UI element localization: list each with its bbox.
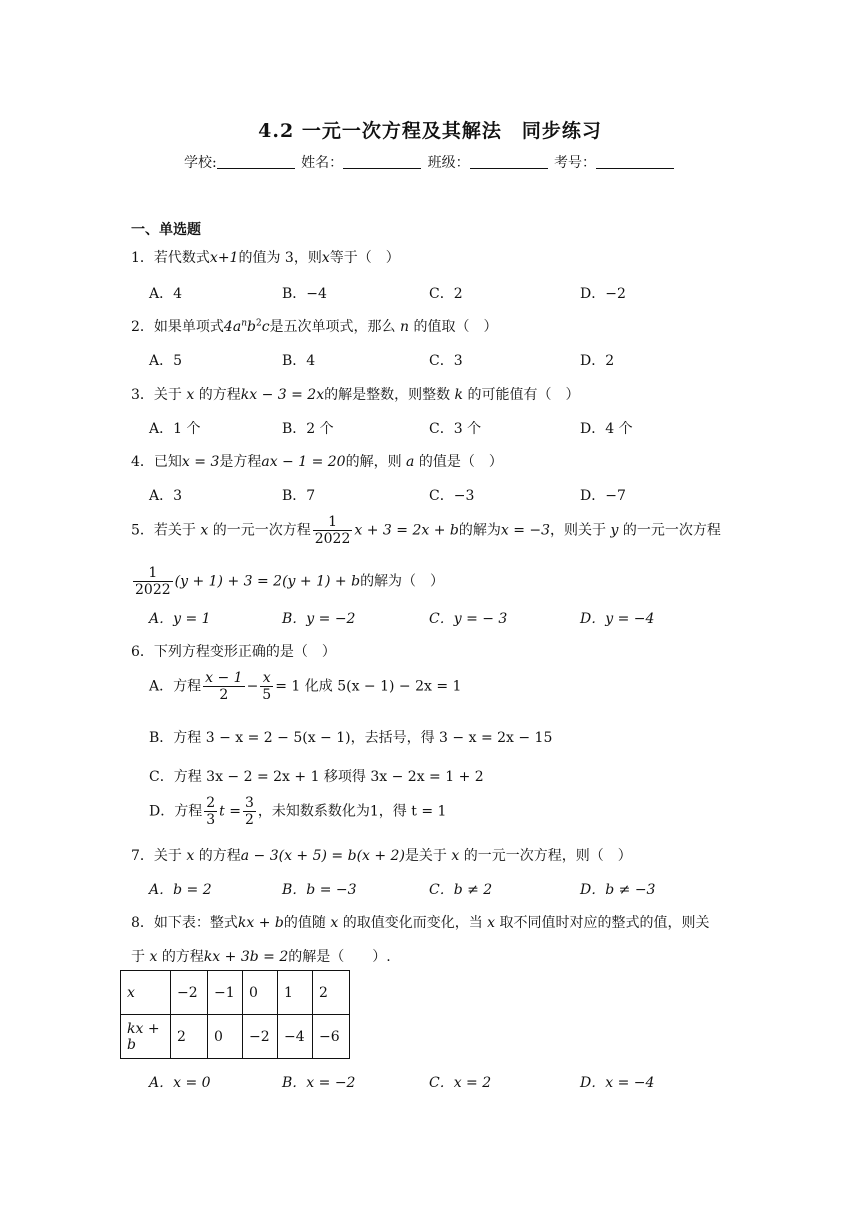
question-3: [131, 384, 579, 404]
q6-d-f2-den: 2: [244, 812, 254, 828]
q2-expr: 4a: [223, 319, 242, 335]
question-5: [131, 514, 721, 547]
q3-option-a[interactable]: A．1 个: [149, 421, 201, 437]
q8-var2: x: [487, 915, 496, 931]
school-label: 学校:: [183, 155, 217, 171]
q6-d-fraction-2: [243, 795, 256, 828]
q5-option-b[interactable]: B．y = −2: [282, 611, 356, 627]
question-6: 6．下列方程变形正确的是（ ）: [131, 644, 336, 660]
q8-option-b[interactable]: B．x = −2: [282, 1075, 356, 1091]
q8-value-table: [120, 970, 350, 1059]
q6-d-f1-num: 2: [206, 795, 216, 811]
q4-var: a: [406, 454, 415, 470]
q7-option-a[interactable]: A．b = 2: [149, 882, 212, 898]
q5-var2: y: [610, 522, 619, 539]
q3-option-c[interactable]: C．3 个: [429, 421, 482, 437]
table-cell: −2: [171, 971, 208, 1015]
question-7: [131, 845, 632, 865]
q6-a-f2-num: x: [260, 670, 273, 687]
q7-text: 7．关于: [131, 848, 182, 864]
q7-option-d[interactable]: D．b ≠ −3: [580, 882, 656, 898]
q2-expr3: c: [261, 319, 270, 335]
q8-text: 8．如下表：整式: [131, 915, 238, 931]
q1-option-d[interactable]: D．−2: [580, 286, 626, 302]
q4-text: 4．已知: [131, 454, 182, 470]
q2-option-b[interactable]: B．4: [282, 353, 316, 369]
q2-var: n: [399, 319, 410, 335]
q6-a-fraction-2: [260, 670, 273, 703]
q6-d-f2-num: 3: [244, 795, 254, 811]
q8-line2-text-b: 的方程: [161, 949, 204, 965]
name-blank[interactable]: [343, 154, 421, 169]
q3-option-d[interactable]: D．4 个: [580, 421, 633, 437]
q7-option-b[interactable]: B．b = −3: [282, 882, 357, 898]
q3-var2: k: [454, 387, 464, 403]
q8-text-b: 的值随: [283, 915, 326, 931]
q5-expr: x + 3 = 2x + b: [354, 522, 459, 539]
q6-option-a[interactable]: [149, 670, 461, 703]
q1-expr: x+1: [209, 250, 239, 266]
question-8-line-2: [131, 946, 391, 966]
name-label: 姓名：: [301, 155, 344, 171]
q6-a-f1-num: x − 1: [205, 670, 243, 686]
q4-option-b[interactable]: B．7: [282, 488, 316, 504]
q2-text-c: 的值取（ ）: [413, 319, 498, 335]
q3-text-d: 的可能值有（ ）: [467, 387, 580, 403]
class-label: 班级：: [427, 155, 470, 171]
student-info-line: [0, 152, 860, 172]
q6-a-f2-den: 5: [262, 687, 272, 703]
q4-text-b: 是方程: [219, 454, 262, 470]
q4-option-c[interactable]: C．−3: [429, 488, 475, 504]
q1-text-c: 等于（ ）: [329, 250, 400, 266]
q4-expr2: ax − 1 = 20: [261, 454, 346, 470]
q2-option-d[interactable]: D．2: [580, 353, 615, 369]
q6-d-fraction-1: [204, 795, 217, 828]
q2-sup2: 2: [255, 318, 262, 329]
q8-line2-expr: kx + 3b = 2: [203, 949, 289, 965]
q1-option-a[interactable]: A．4: [149, 286, 183, 302]
table-row: [121, 1015, 350, 1059]
question-1: [131, 247, 400, 267]
q4-text-c: 的解，则: [345, 454, 402, 470]
q5-var: x: [200, 522, 209, 539]
q2-sup1: n: [241, 318, 247, 329]
q2-text: 2．如果单项式: [131, 319, 224, 335]
q3-expr: kx − 3 = 2x: [240, 387, 325, 403]
q5-line2-text: 的解为（ ）: [360, 573, 445, 590]
table-cell: −2: [243, 1015, 278, 1059]
q5-text: 5．若关于: [131, 522, 196, 539]
q8-option-c[interactable]: C．x = 2: [429, 1075, 492, 1091]
q3-option-b[interactable]: B．2 个: [282, 421, 334, 437]
table-cell: 0: [208, 1015, 243, 1059]
q6-d-rest: ，未知数系数化为1，得 t = 1: [257, 803, 447, 820]
q4-option-a[interactable]: A．3: [149, 488, 183, 504]
q5-line2-fraction: [133, 565, 173, 598]
q2-expr2: b: [246, 319, 256, 335]
q5-expr2: x = −3: [500, 522, 551, 539]
q1-var: x: [321, 250, 330, 266]
table-cell: −6: [313, 1015, 350, 1059]
q1-option-c[interactable]: C．2: [429, 286, 463, 302]
q5-option-a[interactable]: A．y = 1: [149, 611, 211, 627]
q6-a-fraction-1: [203, 670, 244, 703]
table-cell: x: [121, 971, 171, 1015]
q7-text-d: 的一元一次方程，则（ ）: [463, 848, 632, 864]
q8-line2-text: 于: [131, 949, 145, 965]
q4-expr: x = 3: [181, 454, 220, 470]
question-5-line-2: [131, 565, 444, 598]
q7-expr: a − 3(x + 5) = b(x + 2): [240, 848, 405, 864]
q1-text-b: 的值为 3，则: [238, 250, 322, 266]
table-cell: 2: [171, 1015, 208, 1059]
q5-frac-den: 2022: [314, 531, 351, 547]
table-cell: −1: [208, 971, 243, 1015]
q2-option-c[interactable]: C．3: [429, 353, 463, 369]
q8-option-d[interactable]: D．x = −4: [580, 1075, 655, 1091]
table-row: [121, 971, 350, 1015]
question-2: [131, 316, 497, 336]
table-cell: 0: [243, 971, 278, 1015]
q8-line2-var: x: [149, 949, 158, 965]
exam-no-label: 考号：: [554, 155, 597, 171]
exam-no-blank[interactable]: [596, 154, 674, 169]
school-blank[interactable]: [217, 154, 295, 169]
q8-var: x: [330, 915, 339, 931]
table-cell: 1: [278, 971, 313, 1015]
class-blank[interactable]: [470, 154, 548, 169]
q5-line2-frac-den: 2022: [135, 582, 171, 598]
table-cell: kx + b: [121, 1015, 171, 1059]
q8-text-c: 的取值变化而变化，当: [342, 915, 483, 931]
q6-a-minus: −: [246, 678, 259, 695]
table-cell: −4: [278, 1015, 313, 1059]
q2-option-a[interactable]: A．5: [149, 353, 183, 369]
q6-d-mid: t =: [219, 803, 241, 820]
q6-option-d[interactable]: [149, 795, 446, 828]
q6-option-a-label: A．方程: [149, 678, 202, 695]
q7-var2: x: [451, 848, 460, 864]
q5-line2-frac-num: 1: [133, 565, 173, 582]
q1-option-b[interactable]: B．−4: [282, 286, 327, 302]
q5-text-e: 的一元一次方程: [622, 522, 721, 539]
q3-text: 3．关于: [131, 387, 182, 403]
q5-line2-expr: (y + 1) + 3 = 2(y + 1) + b: [174, 573, 361, 590]
q6-a-f1-den: 2: [219, 687, 229, 703]
table-cell: 2: [313, 971, 350, 1015]
q5-text-d: ，则关于: [550, 522, 607, 539]
page-title: 4.2 一元一次方程及其解法 同步练习: [258, 120, 602, 142]
q6-option-b[interactable]: B．方程 3 − x = 2 − 5(x − 1)，去括号，得 3 − x = 2x − 15: [149, 730, 553, 746]
q3-text-b: 的方程: [198, 387, 241, 403]
q8-text-d: 取不同值时对应的整式的值，则关: [499, 915, 710, 931]
question-4: [131, 451, 503, 471]
q5-text-b: 的一元一次方程: [212, 522, 311, 539]
q1-text: 1．若代数式: [131, 250, 210, 266]
q7-option-c[interactable]: C．b ≠ 2: [429, 882, 493, 898]
q5-fraction: [313, 514, 353, 547]
q7-text-b: 的方程: [198, 848, 241, 864]
q4-text-d: 的值是（ ）: [418, 454, 503, 470]
q6-d-f1-den: 3: [206, 812, 216, 828]
q5-text-c: 的解为: [458, 522, 501, 539]
q8-expr: kx + b: [237, 915, 284, 931]
q3-text-c: 的解是整数，则整数: [324, 387, 451, 403]
q8-line2-text-c: 的解是（ ）.: [288, 949, 391, 965]
q5-option-d[interactable]: D．y = −4: [580, 611, 655, 627]
q7-var: x: [186, 848, 195, 864]
q7-text-c: 是关于: [404, 848, 447, 864]
q2-text-b: 是五次单项式，那么: [269, 319, 396, 335]
q6-option-c[interactable]: C．方程 3x − 2 = 2x + 1 移项得 3x − 2x = 1 + 2: [149, 769, 484, 785]
q6-option-d-label: D．方程: [149, 803, 203, 820]
q5-frac-num: 1: [313, 514, 353, 531]
section-title: 一、单选题: [131, 222, 201, 238]
q3-var: x: [186, 387, 195, 403]
q5-option-c[interactable]: C．y = − 3: [429, 611, 508, 627]
q4-option-d[interactable]: D．−7: [580, 488, 626, 504]
q8-option-a[interactable]: A．x = 0: [149, 1075, 211, 1091]
question-8: [131, 912, 710, 932]
q6-a-rest: = 1 化成 5(x − 1) − 2x = 1: [275, 678, 462, 695]
